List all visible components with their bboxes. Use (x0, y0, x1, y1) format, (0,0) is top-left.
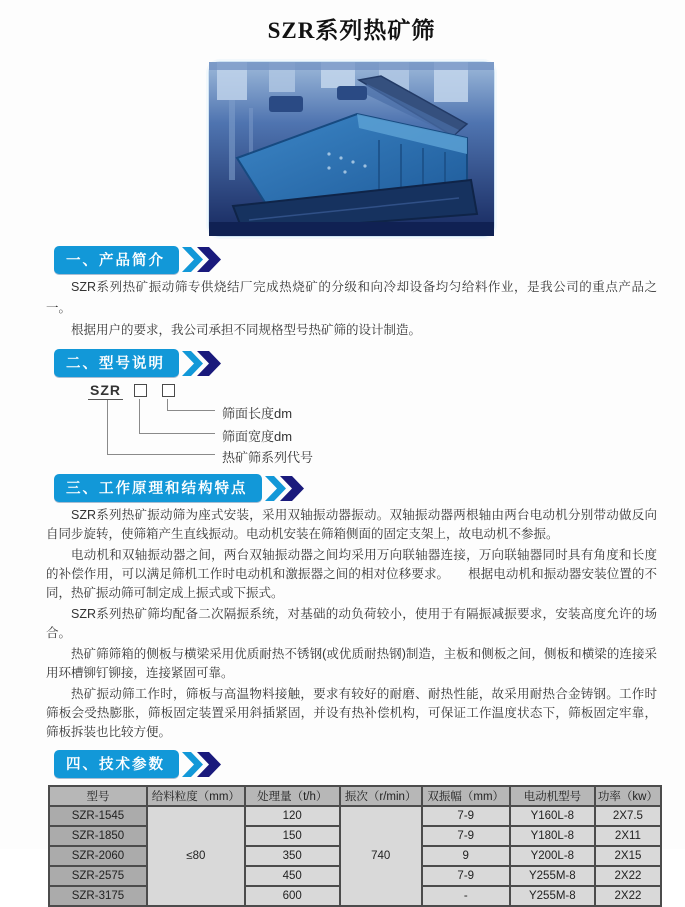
chevron-arrows-icon (182, 247, 230, 272)
principle-paragraph: 电动机和双轴振动器之间，两台双轴振动器之间均采用万向联轴器连接，万向联轴器同时具有角度和长度的补偿作用，可以满足筛机工作时电动机和激振器之间的相对位移要求。 根据电动机和振动器安装位置的不同，热矿振动筛可制定成上振式或下振式。 (46, 547, 657, 600)
col-header-motor: 电动机型号 (510, 786, 595, 806)
model-code-diagram (88, 382, 657, 466)
capacity-cell: 120 (245, 806, 340, 826)
amplitude-cell: 7-9 (422, 866, 510, 886)
model-cell: SZR-2575 (49, 866, 147, 886)
principle-paragraph: SZR系列热矿筛均配备二次隔振系统，对基础的动负荷较小，使用于有隔振减振要求，安装高度允许的场合。 (46, 606, 657, 640)
capacity-cell: 450 (245, 866, 340, 886)
chevron-arrows-icon (265, 476, 313, 501)
table-row (49, 806, 661, 826)
model-cell: SZR-2060 (49, 846, 147, 866)
diagram-label-screen-length: 筛面长度dm (222, 405, 293, 421)
connector-line (139, 433, 215, 434)
col-header-power: 功率（kw） (595, 786, 661, 806)
chevron-arrows-icon (182, 351, 230, 376)
intro-paragraph: SZR系列热矿振动筛专供烧结厂完成热烧矿的分级和向冷却设备均匀给料作业，是我公司的重点产品之一。 (46, 280, 657, 315)
frequency-cell: 740 (340, 806, 422, 906)
diagram-label-screen-width: 筛面宽度dm (222, 428, 293, 444)
motor-cell: Y160L-8 (510, 806, 595, 826)
capacity-cell: 600 (245, 886, 340, 906)
section-1-heading-label: 一、产品简介 (54, 246, 179, 274)
feed-size-cell: ≤80 (147, 806, 245, 906)
section-4-heading (54, 752, 657, 777)
motor-cell: Y200L-8 (510, 846, 595, 866)
section-product-intro (46, 247, 657, 341)
section-2-heading (54, 351, 657, 376)
diagram-label-series-code: 热矿筛系列代号 (222, 449, 314, 465)
amplitude-cell: 7-9 (422, 806, 510, 826)
amplitude-cell: 9 (422, 846, 510, 866)
col-header-amplitude: 双振幅（mm） (422, 786, 510, 806)
connector-line (167, 399, 168, 410)
motor-cell: Y180L-8 (510, 826, 595, 846)
capacity-cell: 150 (245, 826, 340, 846)
connector-line (139, 399, 140, 433)
power-cell: 2X11 (595, 826, 661, 846)
model-cell: SZR-3175 (49, 886, 147, 906)
amplitude-cell: - (422, 886, 510, 906)
chevron-arrows-icon (182, 752, 230, 777)
vibrating-screen-photo-illustration (209, 62, 494, 236)
power-cell: 2X22 (595, 866, 661, 886)
motor-cell: Y255M-8 (510, 886, 595, 906)
connector-line (167, 410, 215, 411)
section-4-heading-label: 四、技术参数 (54, 750, 179, 778)
principle-paragraph: SZR系列热矿振动筛为座式安装，采用双轴振动器振动。双轴振动器两根轴由两台电动机分别带动做反向自同步旋转，使筛箱产生直线振动。电动机安装在筛箱侧面的固定支架上，故电动机不参振。 (46, 507, 657, 541)
spec-table-header-row (49, 786, 661, 806)
principle-paragraph: 热矿筛筛箱的侧板与横梁采用优质耐热不锈钢(或优质耐热钢)制造，主板和侧板之间，侧板和横梁的连接采用环槽铆钉铆接，连接紧固可靠。 (46, 646, 657, 680)
capacity-cell: 350 (245, 846, 340, 866)
model-digit-box-icon (162, 384, 175, 397)
power-cell: 2X7.5 (595, 806, 661, 826)
section-2-heading-label: 二、型号说明 (54, 349, 179, 377)
col-header-frequency: 振次（r/min） (340, 786, 422, 806)
section-technical-parameters (46, 752, 657, 907)
series-code: SZR (90, 381, 121, 398)
section-working-principle (46, 476, 657, 742)
power-cell: 2X22 (595, 886, 661, 906)
section-3-heading-label: 三、工作原理和结构特点 (54, 474, 262, 502)
power-cell: 2X15 (595, 846, 661, 866)
section-3-heading (54, 476, 657, 501)
intro-paragraph: 根据用户的要求，我公司承担不同规格型号热矿筛的设计制造。 (71, 323, 422, 337)
principle-paragraph: 热矿振动筛工作时，筛板与高温物料接触，要求有较好的耐磨、耐热性能，故采用耐热合金铸钢。工作时筛板会受热膨胀，筛板固定装置采用斜插紧固，并设有热补偿机构，可保证工作温度状态下，筛板固定牢靠，筛板拆装也比较方便。 (46, 686, 657, 739)
connector-line (107, 400, 108, 454)
page-title: SZR系列热矿筛 (267, 18, 436, 43)
col-header-feed-size: 给料粒度（mm） (147, 786, 245, 806)
spec-table (48, 785, 662, 907)
section-model-designation (46, 351, 657, 466)
col-header-capacity: 处理量（t/h） (245, 786, 340, 806)
product-photo (208, 61, 495, 237)
model-cell: SZR-1545 (49, 806, 147, 826)
amplitude-cell: 7-9 (422, 826, 510, 846)
motor-cell: Y255M-8 (510, 866, 595, 886)
connector-line (107, 454, 215, 455)
model-cell: SZR-1850 (49, 826, 147, 846)
col-header-model: 型号 (49, 786, 147, 806)
section-1-heading (54, 247, 657, 272)
model-digit-box-icon (134, 384, 147, 397)
